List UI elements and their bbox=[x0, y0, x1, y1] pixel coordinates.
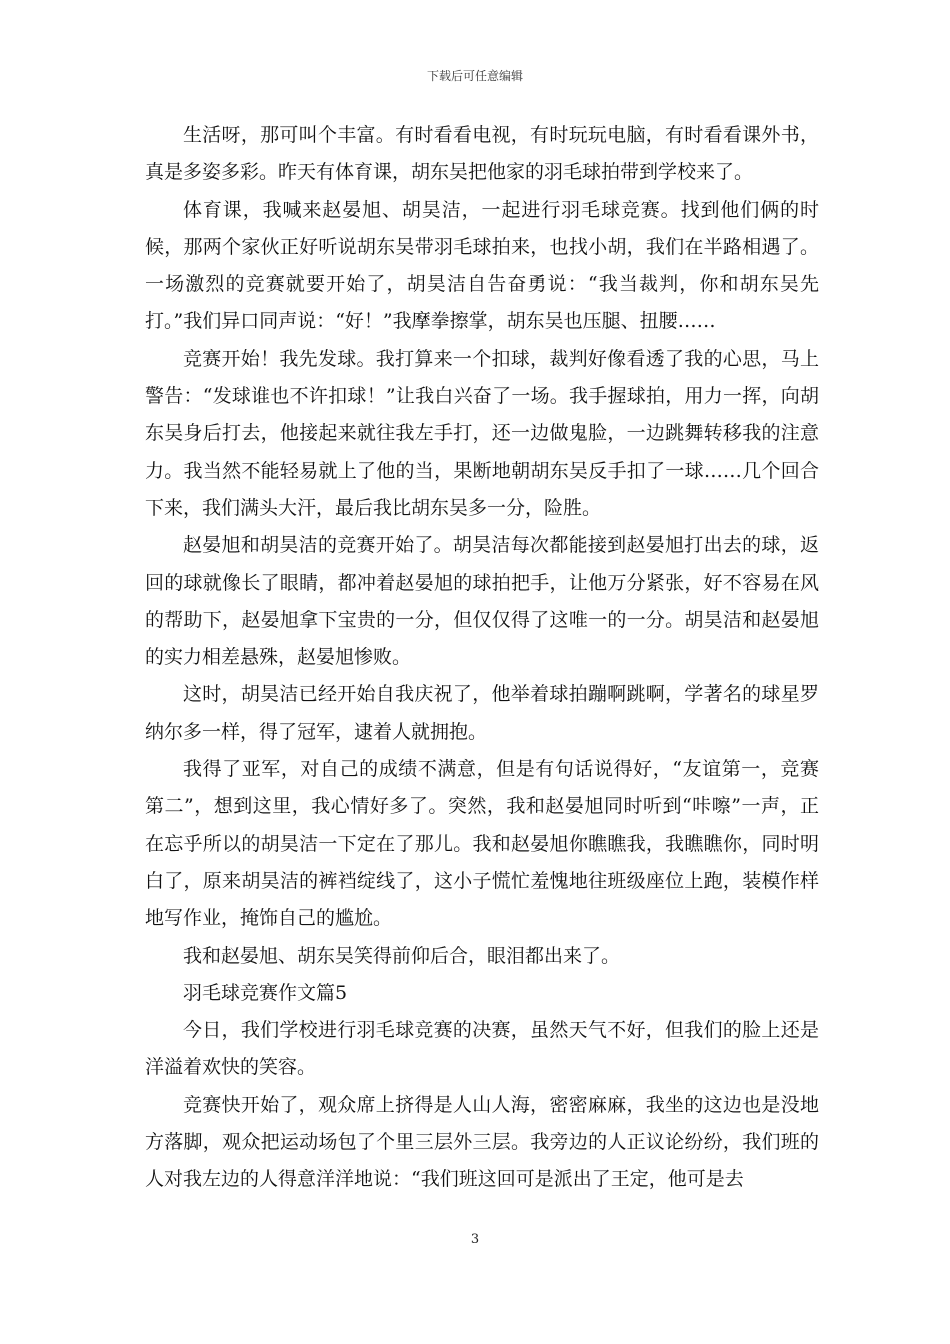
paragraph: 这时，胡昊洁已经开始自我庆祝了，他举着球拍蹦啊跳啊，学著名的球星罗纳尔多一样，得了冠军，逮着人就拥抱。 bbox=[145, 683, 819, 743]
paragraph: 竞赛快开始了，观众席上挤得是人山人海，密密麻麻，我坐的这边也是没地方落脚，观众把运动场包了个里三层外三层。我旁边的人正议论纷纷，我们班的人对我左边的人得意洋洋地说：“我们班这回可是派出了王定，他可是去 bbox=[145, 1093, 819, 1191]
section-heading: 羽毛球竞赛作文篇5 bbox=[183, 981, 348, 1004]
page-number: 3 bbox=[470, 1232, 480, 1247]
page-header: 下载后可任意编辑 bbox=[426, 69, 523, 83]
document-body bbox=[145, 117, 819, 1199]
paragraph: 我得了亚军，对自己的成绩不满意，但是有句话说得好，“友谊第一，竞赛第二”，想到这里，我心情好多了。突然，我和赵晏旭同时听到“咔嚓”一声，正在忘乎所以的胡昊洁一下定在了那儿。我和赵晏旭你瞧瞧我，我瞧瞧你，同时明白了，原来胡昊洁的裤裆绽线了，这小子慌忙羞愧地往班级座位上跑，装模作样地写作业，掩饰自己的尴尬。 bbox=[145, 758, 819, 930]
paragraph: 今日，我们学校进行羽毛球竞赛的决赛，虽然天气不好，但我们的脸上还是洋溢着欢快的笑容。 bbox=[145, 1019, 819, 1079]
paragraph: 生活呀，那可叫个丰富。有时看看电视，有时玩玩电脑，有时看看课外书，真是多姿多彩。昨天有体育课，胡东吴把他家的羽毛球拍带到学校来了。 bbox=[145, 124, 819, 184]
paragraph: 竞赛开始！我先发球。我打算来一个扣球，裁判好像看透了我的心思，马上警告：“发球谁也不许扣球！”让我白兴奋了一场。我手握球拍，用力一挥，向胡东吴身后打去，他接起来就往我左手打，还一边做鬼脸，一边跳舞转移我的注意力。我当然不能轻易就上了他的当，果断地朝胡东吴反手扣了一球……几个回合下来，我们满头大汗，最后我比胡东吴多一分，险胜。 bbox=[145, 347, 819, 519]
paragraph: 体育课，我喊来赵晏旭、胡昊洁，一起进行羽毛球竞赛。找到他们俩的时候，那两个家伙正好听说胡东吴带羽毛球拍来，也找小胡，我们在半路相遇了。一场激烈的竞赛就要开始了，胡昊洁自告奋勇说：“我当裁判，你和胡东吴先打。”我们异口同声说：“好！”我摩拳擦掌，胡东吴也压腿、扭腰…… bbox=[145, 198, 819, 333]
paragraph: 赵晏旭和胡昊洁的竞赛开始了。胡昊洁每次都能接到赵晏旭打出去的球，返回的球就像长了眼睛，都冲着赵晏旭的球拍把手，让他万分紧张，好不容易在风的帮助下，赵晏旭拿下宝贵的一分，但仅仅得了这唯一的一分。胡昊洁和赵晏旭的实力相差悬殊，赵晏旭惨败。 bbox=[145, 534, 819, 669]
paragraph: 我和赵晏旭、胡东吴笑得前仰后合，眼泪都出来了。 bbox=[183, 944, 621, 967]
